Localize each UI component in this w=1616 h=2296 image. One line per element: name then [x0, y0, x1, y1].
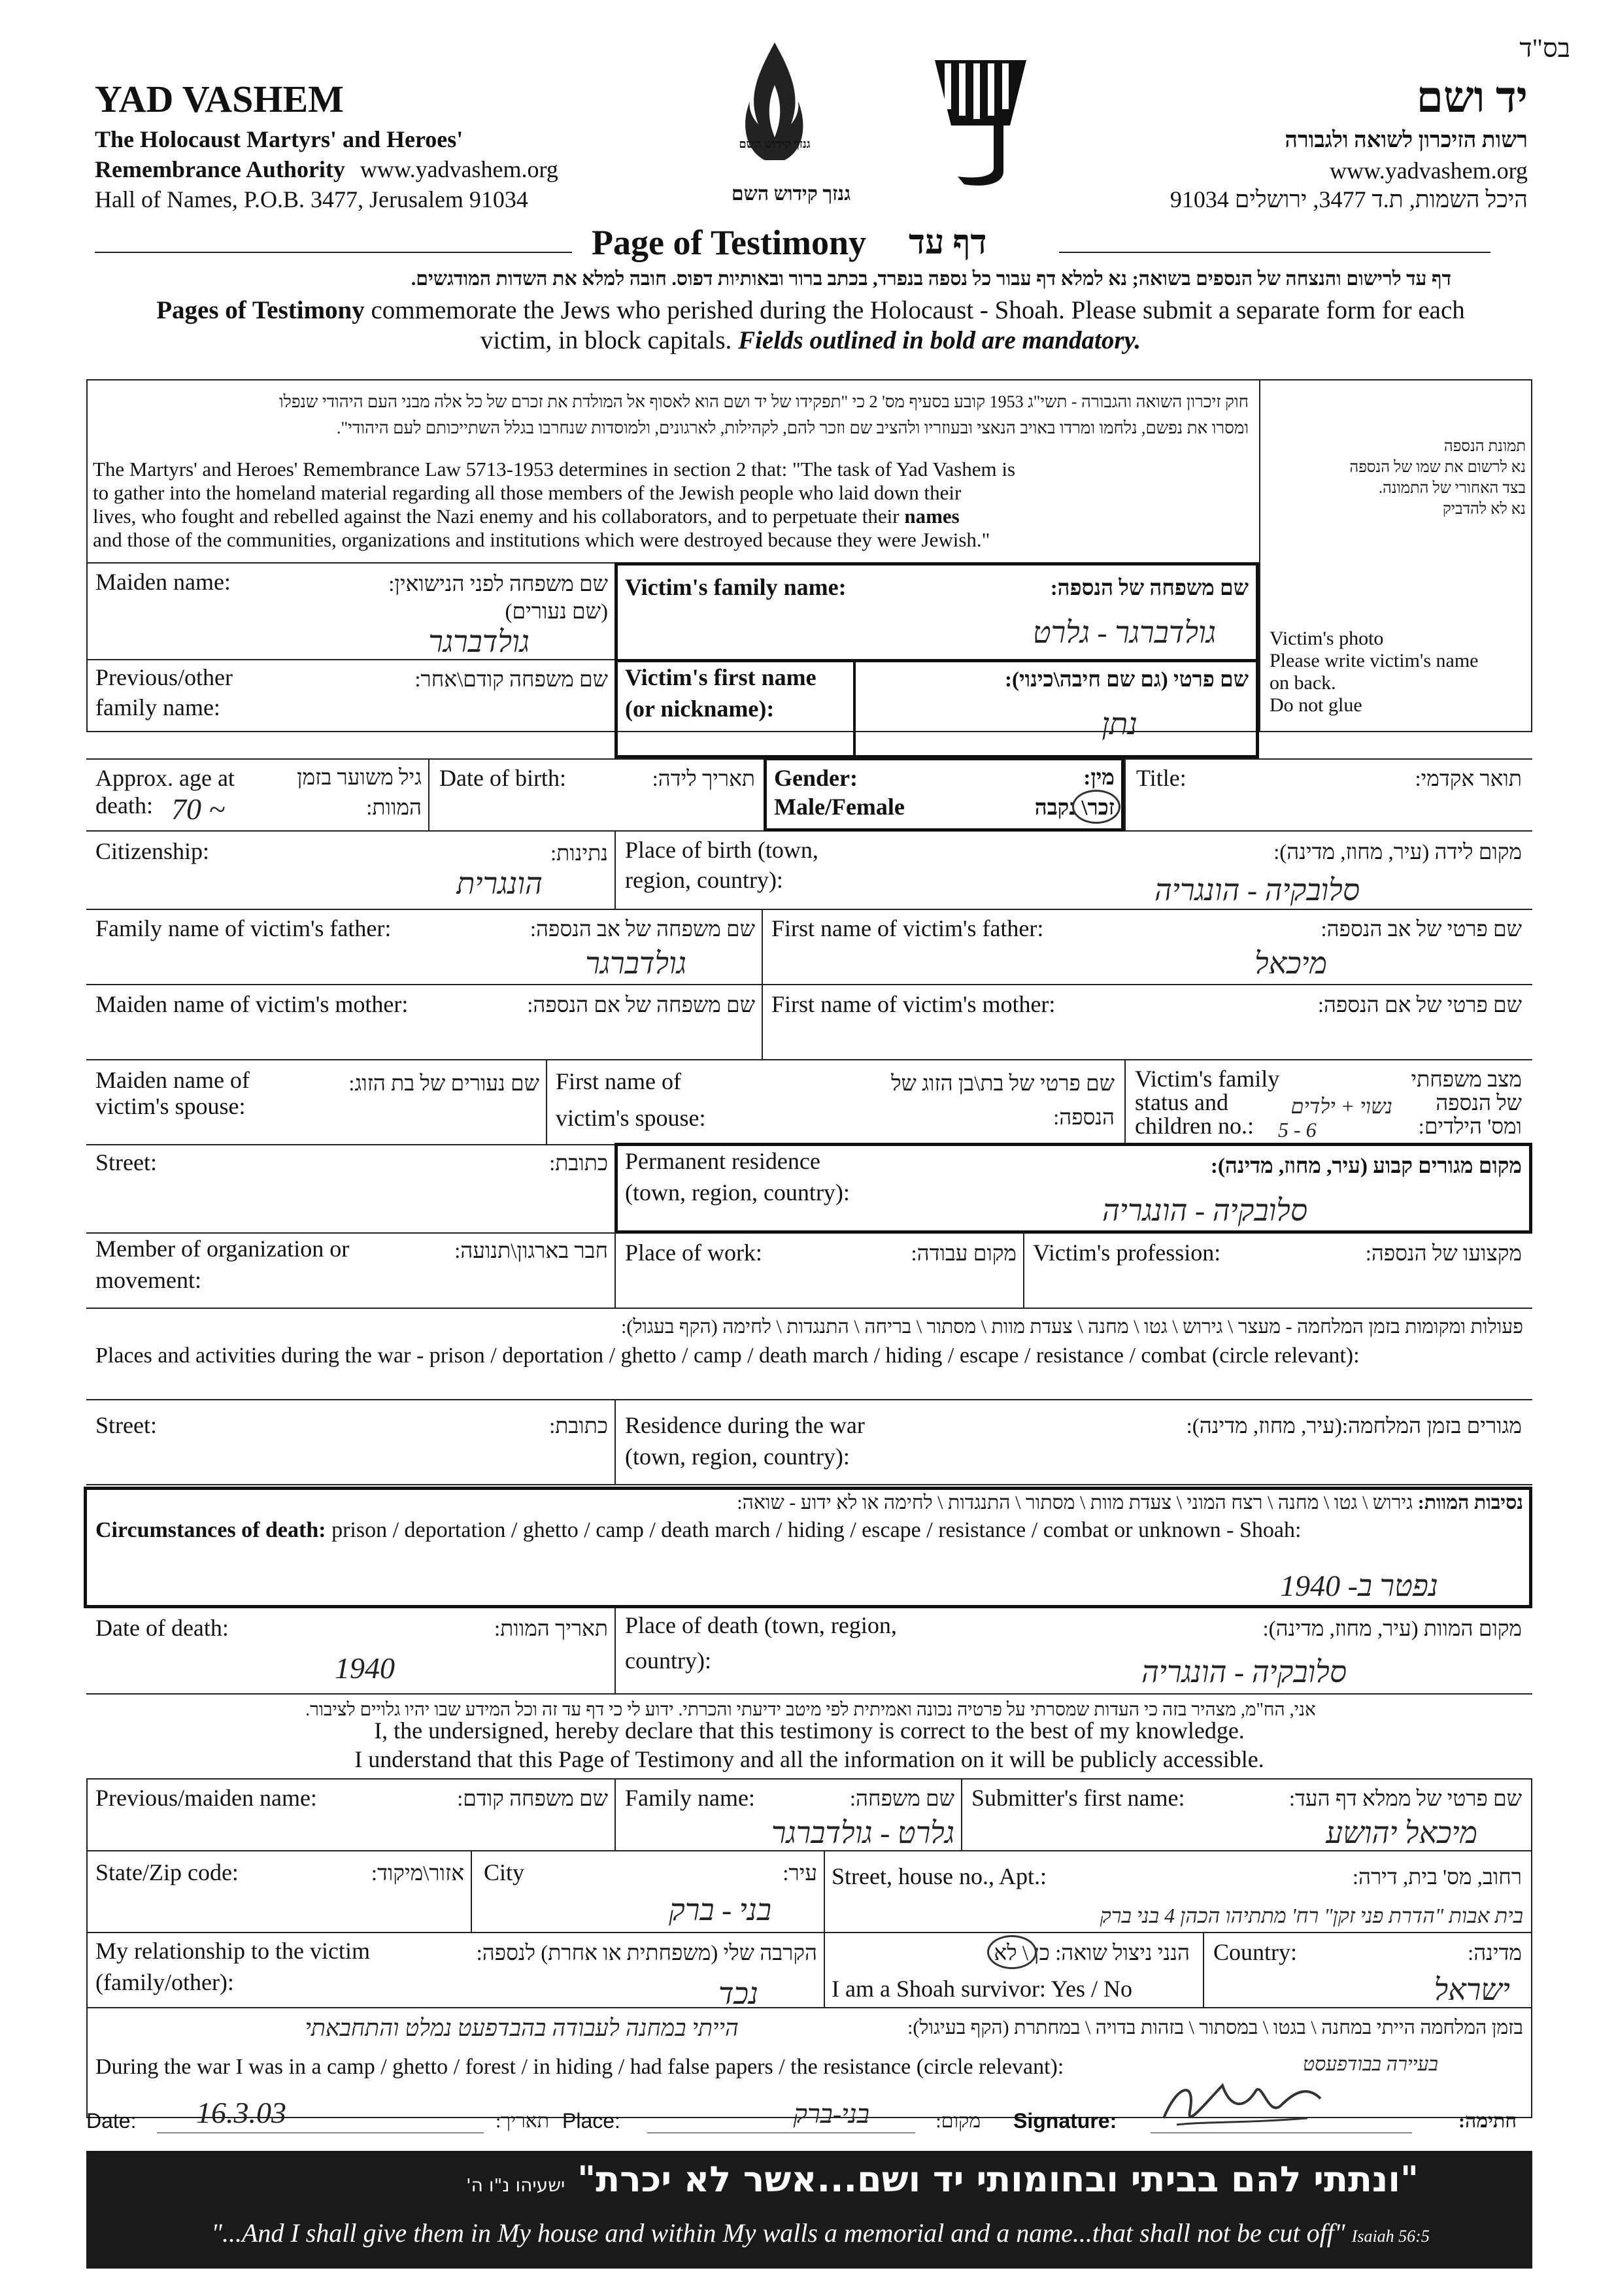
date-value[interactable]: 16.3.03 — [196, 2096, 286, 2129]
law-en-4: and those of the communities, organizations and institutions which were destroyed because they were Jewish." — [93, 528, 990, 551]
perm-residence-label-2: (town, region, country): — [625, 1179, 850, 1206]
work-label: Place of work: — [625, 1240, 762, 1266]
dod-value[interactable]: 1940 — [335, 1651, 395, 1685]
law-he-1: חוק זיכרון השואה והגבורה - תשי"ג 1953 קובע בסעיף מס' 2 כי "תפקידו של יד ושם הוא לאסוף אל המולדת את זכרם של כל אלה מבני העם היהודי שנפלו — [279, 392, 1249, 411]
dob-label: Date of birth: — [439, 765, 566, 791]
bsd-mark: בס"ד — [1519, 33, 1570, 63]
photo-he-4: נא לא להדביק — [1442, 501, 1526, 518]
submitter-prev-label: Previous/maiden name: — [95, 1785, 317, 1811]
pob-label-he: מקום לידה (עיר, מחוז, מדינה): — [1273, 841, 1522, 864]
pod-label-2: country): — [625, 1647, 711, 1674]
law-en-3 — [93, 505, 960, 528]
circumstances-en-text: prison / deportation / ghetto / camp / death march / hiding / escape / resistance / combat or unknown - Shoah: — [331, 1518, 1302, 1542]
survivor-yes-circle[interactable] — [987, 1935, 1037, 1969]
circumstances-en-bold: Circumstances of death: — [95, 1518, 332, 1542]
age-value[interactable]: 70 ~ — [171, 792, 226, 826]
children-value[interactable]: 5 - 6 — [1278, 1118, 1317, 1141]
declaration-en-2: I understand that this Page of Testimony and all the information on it will be publicly accessible. — [354, 1746, 1264, 1772]
website-he: www.yadvashem.org — [1330, 158, 1528, 184]
quote-en — [118, 2218, 1523, 2248]
father-family-label: Family name of victim's father: — [95, 915, 392, 941]
places-label-he: פעולות ומקומות בזמן המלחמה - מעצר \ גירוש \ גטו \ מחנה \ צעדת מוות \ מסתור \ בריחה \ התנגדות \ לחימה (הקף בעגול): — [621, 1316, 1523, 1338]
rule-cit-bottom — [86, 909, 1532, 910]
dob-label-he: תאריך לידה: — [652, 768, 755, 791]
submitter-street-label: Street, house no., Apt.: — [832, 1863, 1047, 1889]
previous-family-name-label-2: family name: — [95, 694, 220, 720]
submitter-street-label-he: רחוב, מס' בית, דירה: — [1352, 1866, 1522, 1889]
camp-value-2[interactable]: בעיירה בבודפעסט — [1303, 2053, 1438, 2075]
pob-value[interactable]: סלובקיה - הונגריה — [1154, 873, 1360, 907]
spouse-maiden-label-he: שם נעורים של בת הזוג: — [348, 1072, 539, 1096]
mother-maiden-label: Maiden name of victim's mother: — [95, 991, 409, 1017]
victim-family-name-label: Victim's family name: — [625, 574, 847, 600]
quote-he-text: "ונתתי להם בביתי ובחומותי יד ושם...אשר לא יכרת" — [577, 2159, 1419, 2200]
father-first-label-he: שם פרטי של אב הנספה: — [1321, 918, 1522, 941]
status-label-2: status and — [1135, 1089, 1228, 1115]
profession-label-he: מקצועו של הנספה: — [1365, 1242, 1522, 1266]
perm-residence-label-he: מקום מגורים קבוע (עיר, מחוז, מדינה): — [1210, 1155, 1522, 1178]
status-label-he-1: מצב משפחתי — [1411, 1068, 1522, 1092]
law-en-2: to gather into the homeland material regarding all those members of the Jewish people who laid down their — [93, 481, 962, 504]
status-value[interactable]: נשוי + ילדים — [1290, 1094, 1392, 1118]
circumstances-label-he — [98, 1492, 1523, 1514]
citizenship-label-he: נתינות: — [550, 842, 608, 866]
spouse-maiden-label-2: victim's spouse: — [95, 1093, 246, 1119]
pod-label-he: מקום המוות (עיר, מחוז, מדינה): — [1262, 1617, 1522, 1641]
signature-label-he: חתימה: — [1458, 2110, 1517, 2132]
emblem-inner-text: גנזך קידוש השם — [739, 137, 811, 150]
rule-age-div1 — [428, 758, 429, 830]
gender-label-2: Male/Female — [774, 794, 905, 820]
war-residence-label-1: Residence during the war — [625, 1412, 865, 1438]
pob-label-2: region, country): — [625, 867, 783, 893]
intro-en-text2: victim, in block capitals. — [480, 326, 739, 354]
date-label: Date: — [86, 2109, 137, 2133]
victim-family-name-value[interactable]: גולדברגר - גלרט — [1032, 616, 1216, 649]
rule-death-bottom — [86, 1693, 1532, 1695]
place-value[interactable]: בני-ברק — [793, 2099, 869, 2129]
victim-first-name-label-1: Victim's first name — [625, 664, 816, 690]
work-label-he: מקום עבודה: — [911, 1242, 1017, 1266]
rule-death-div — [614, 1608, 616, 1693]
victim-first-name-label-he: שם פרטי (גם שם חיבה\כינוי): — [1005, 668, 1249, 692]
status-label-he-2: של הנספה — [1436, 1092, 1522, 1115]
rule-spouse-div1 — [546, 1059, 547, 1144]
status-label-he-3: ומס' הילדים: — [1418, 1115, 1522, 1139]
spouse-first-label-he-2: הנספה: — [1053, 1106, 1115, 1130]
gender-male-circle[interactable] — [1072, 790, 1120, 824]
intro-en-bold: Pages of Testimony — [156, 296, 365, 324]
victim-first-name-value[interactable]: נתן — [1102, 707, 1137, 741]
father-family-label-he: שם משפחה של אב הנספה: — [530, 918, 755, 941]
father-family-value[interactable]: גולדברגר — [585, 947, 686, 980]
circumstances-label — [95, 1518, 1301, 1543]
submitter-street-value[interactable]: בית אבות "הדרת פני זקן" רח' מתתיהו הכהן 4 בני ברק — [1100, 1904, 1523, 1927]
quote-en-source: Isaiah 56:5 — [1351, 2227, 1430, 2246]
dod-label-he: תאריך המוות: — [494, 1617, 608, 1641]
quote-he-source: ישעיהו נ"ו ה' — [465, 2174, 565, 2196]
spouse-first-label-2: victim's spouse: — [556, 1105, 706, 1131]
date-label-he: תאריך: — [496, 2110, 549, 2132]
submitter-family-label: Family name: — [625, 1785, 755, 1811]
declaration-en-1: I, the undersigned, hereby declare that this testimony is correct to the best of my knowledge. — [374, 1717, 1245, 1744]
submitter-first-label-he: שם פרטי של ממלא דף העד: — [1288, 1787, 1522, 1811]
member-label-2: movement: — [95, 1267, 201, 1293]
country-label: Country: — [1213, 1939, 1298, 1965]
age-label-he-1: גיל משוער בזמן — [297, 766, 422, 790]
intro-en-mandatory: Fields outlined in bold are mandatory. — [738, 326, 1141, 354]
submitter-first-label: Submitter's first name: — [971, 1785, 1185, 1811]
city-value[interactable]: בני - ברק — [669, 1893, 771, 1927]
rule-sub1-div2 — [961, 1778, 962, 1850]
maiden-name-label-he: שם משפחה לפני הנישואין: — [388, 573, 608, 596]
survivor-label: I am a Shoah survivor: Yes / No — [832, 1976, 1132, 2002]
intro-en-line1 — [105, 295, 1517, 325]
photo-en-3: on back. — [1270, 672, 1336, 694]
photo-he-1: תמונת הנספה — [1443, 438, 1526, 455]
zip-label-he: אזור\מיקוד: — [371, 1862, 464, 1885]
page-title-he: דף עד — [909, 224, 987, 262]
gender-label-he-2: זכר\ נקבה — [1034, 796, 1115, 820]
camp-label: During the war I was in a camp / ghetto / forest / in hiding / had false papers / the resistance (circle relevant): — [95, 2055, 1064, 2079]
photo-he-2: נא לרשום את שמו של הנספה — [1349, 459, 1526, 476]
gender-label-he-1: מין: — [1083, 766, 1115, 790]
rule-sub3-div — [1203, 1932, 1204, 2007]
org-sub-he: רשות הזיכרון לשואה ולגבורה — [1285, 128, 1528, 152]
submitter-first-value[interactable]: מיכאל יהושע — [1326, 1816, 1477, 1849]
war-street-label-he: כתובת: — [549, 1415, 608, 1438]
law-en-3-text: lives, who fought and rebelled against the Nazi enemy and his collaborators, and to perpetuate their — [93, 505, 905, 528]
signature-scribble-icon[interactable] — [1151, 2059, 1347, 2138]
emblem-caption: גנזך קידוש השם — [731, 183, 851, 205]
photo-en-2: Please write victim's name — [1270, 650, 1479, 671]
circumstances-he-bold: נסיבות המוות: — [1413, 1492, 1523, 1513]
photo-he-3: בצד האחורי של התמונה. — [1379, 480, 1526, 497]
victim-first-name-label-2: (or nickname): — [625, 696, 775, 722]
zip-label: State/Zip code: — [95, 1859, 239, 1885]
maiden-name-label: Maiden name: — [95, 569, 231, 595]
title-rule-left — [95, 252, 572, 253]
relationship-label-he: הקרבה שלי (משפחתית או אחרת) לנספה: — [476, 1942, 817, 1965]
relationship-label-2: (family/other): — [95, 1969, 234, 1995]
address-en: Hall of Names, P.O.B. 3477, Jerusalem 91034 — [95, 186, 528, 212]
rule-member-div2 — [1023, 1232, 1024, 1308]
quote-en-text: "...And I shall give them in My house and within My walls a memorial and a name...that shall not be cut off" — [211, 2218, 1345, 2248]
org-sub2-en-text: Remembrance Authority — [95, 156, 345, 182]
age-label-1: Approx. age at — [95, 765, 235, 791]
org-sub1-en: The Holocaust Martyrs' and Heroes' — [95, 126, 463, 152]
submitter-family-value[interactable]: גלרט - גולדברגר — [771, 1816, 954, 1849]
rule-warres-bottom — [86, 1484, 1532, 1485]
country-label-he: מדינה: — [1468, 1942, 1522, 1965]
relationship-value[interactable]: נכד — [718, 1977, 758, 2010]
war-residence-label-he: מגורים בזמן המלחמה:(עיר, מחוז, מדינה): — [1186, 1415, 1522, 1438]
mother-maiden-label-he: שם משפחה של אם הנספה: — [527, 994, 755, 1017]
city-label-he: עיר: — [783, 1862, 817, 1885]
victim-family-name-label-he: שם משפחה של הנספה: — [1050, 577, 1249, 600]
rule-sub2-div2 — [824, 1850, 825, 2007]
website-en: www.yadvashem.org — [360, 156, 558, 182]
war-street-label: Street: — [95, 1412, 157, 1438]
title-label: Title: — [1136, 765, 1187, 791]
city-label: City — [484, 1859, 525, 1885]
photo-en-4: Do not glue — [1270, 694, 1362, 716]
flame-emblem-icon — [735, 39, 814, 183]
spouse-maiden-label-1: Maiden name of — [95, 1067, 250, 1093]
country-value[interactable]: ישראל — [1434, 1973, 1510, 2006]
citizenship-value[interactable]: הונגרית — [456, 867, 543, 900]
perm-residence-value[interactable]: סלובקיה - הונגריה — [1102, 1194, 1307, 1227]
rule-member-div1 — [614, 1232, 616, 1308]
camp-label-he: בזמן המלחמה הייתי במחנה \ בגטו \ במסתור \ בזהות בדויה \ במחתרת (הקף בעיגול): — [907, 2017, 1523, 2038]
citizenship-label: Citizenship: — [95, 838, 209, 864]
war-residence-label-2: (town, region, country): — [625, 1443, 850, 1470]
law-en-3-names: names — [904, 505, 960, 528]
mother-first-label: First name of victim's mother: — [771, 991, 1056, 1017]
status-label-3: children no.: — [1135, 1113, 1254, 1139]
maiden-name-label-he2: (שם נעורים) — [505, 600, 608, 624]
camp-value[interactable]: הייתי במחנה לעבודה בהבדפעט נמלט והתחבאתי — [305, 2015, 739, 2041]
father-first-label: First name of victim's father: — [771, 915, 1044, 941]
org-name-he: יד ושם — [1416, 74, 1528, 122]
rule-places-bottom — [86, 1399, 1532, 1400]
rule-father-div — [762, 909, 763, 1059]
law-he-2: ומסרו את נפשם, נלחמו ומרדו באויב הנאצי ובעוזריו ולהציב שם וזכר להם, לקהילות, לארגונים, ולמוסדות שנחרבו בגלל השתייכותם לעם היהודי". — [336, 418, 1249, 437]
pod-label-1: Place of death (town, region, — [625, 1612, 897, 1638]
submitter-family-label-he: שם משפחה: — [849, 1787, 954, 1811]
spouse-first-label-1: First name of — [556, 1068, 681, 1094]
declaration-he: אני, הח"מ, מצהיר בזה כי העדות שמסרתי על פרטיה נכונה ואמיתית לפי מיטב ידיעתי והכרתי. ידוע לי כי דף עד זה וכל המידע שבו יהיו גלויים לציבור. — [305, 1700, 1316, 1720]
signature-label: Signature: — [1013, 2109, 1117, 2133]
age-label-he-2: המוות: — [366, 796, 422, 820]
photo-en-1: Victim's photo — [1270, 628, 1384, 649]
law-photo-divider — [1259, 379, 1260, 732]
org-sub2-en — [95, 156, 558, 183]
rule-sub3-bottom — [86, 2007, 1532, 2008]
gender-label-1: Gender: — [774, 765, 858, 791]
circumstances-value[interactable]: נפטר ב- 1940 — [1280, 1569, 1438, 1602]
member-label-1: Member of organization or — [95, 1236, 350, 1262]
member-label-he: חבר בארגון\תנועה: — [454, 1240, 608, 1263]
spouse-first-label-he-1: שם פרטי של בת\בן הזוג של — [891, 1072, 1115, 1096]
yad-vashem-logo-icon — [932, 54, 1030, 191]
status-label-1: Victim's family — [1135, 1066, 1280, 1092]
profession-label: Victim's profession: — [1033, 1240, 1221, 1266]
relationship-label-1: My relationship to the victim — [95, 1938, 370, 1964]
maiden-name-value[interactable]: גולדברגר — [428, 625, 530, 658]
street-label: Street: — [95, 1149, 157, 1175]
rule-warres-div — [614, 1399, 616, 1484]
places-label: Places and activities during the war - prison / deportation / ghetto / camp / death march / hiding / escape / resistance / combat (circle relevant): — [95, 1343, 1360, 1368]
rule-member-bottom — [86, 1308, 1532, 1309]
rule-age-div3 — [1124, 758, 1126, 830]
intro-he: דף עד לרישום והנצחה של הנספים בשואה; נא למלא דף עבור כל נספה בנפרד, בכתב ברור ובאותיות דפוס. חובה למלא את השדות המודגשים. — [411, 268, 1451, 290]
rule-cit-div — [614, 830, 616, 909]
pod-value[interactable]: סלובקיה - הונגריה — [1141, 1655, 1347, 1689]
victim-first-div — [853, 659, 856, 758]
submitter-prev-label-he: שם משפחה קודם: — [457, 1787, 608, 1811]
perm-residence-label-1: Permanent residence — [625, 1148, 820, 1174]
title-label-he: תואר אקדמי: — [1415, 768, 1522, 791]
previous-family-name-label-he: שם משפחה קודם\אחר: — [414, 668, 608, 692]
mother-first-label-he: שם פרטי של אם הנספה: — [1317, 994, 1522, 1017]
law-en-1: The Martyrs' and Heroes' Remembrance Law 5713-1953 determines in section 2 that: "The task of Yad Vashem is — [93, 458, 1016, 481]
page-title: Page of Testimony — [592, 223, 867, 262]
rule-sub2-div1 — [471, 1850, 472, 1932]
place-label: Place: — [562, 2109, 620, 2133]
street-label-he: כתובת: — [549, 1152, 608, 1175]
age-label-2: death: — [95, 792, 153, 819]
rule-mother-bottom — [86, 1059, 1532, 1060]
rule-sub1-div1 — [614, 1778, 616, 1850]
rule-spouse-div2 — [1124, 1059, 1126, 1144]
title-rule-right — [1059, 252, 1490, 253]
intro-en-line2 — [105, 326, 1517, 355]
dod-label: Date of death: — [95, 1615, 229, 1641]
pob-label-1: Place of birth (town, — [625, 837, 818, 863]
survivor-label-he: הנני ניצול שואה: כן \ לא — [994, 1942, 1190, 1965]
intro-en-text1: commemorate the Jews who perished during the Holocaust - Shoah. Please submit a separate form for each — [364, 296, 1465, 324]
previous-family-name-label-1: Previous/other — [95, 664, 233, 690]
circumstances-he-text: גירוש \ גטו \ מחנה \ רצח המוני \ צעדת מוות \ מסתור \ התנגדות \ לחימה או לא ידוע - שואה: — [737, 1492, 1413, 1513]
rule-father-bottom — [86, 984, 1532, 985]
org-name-en: YAD VASHEM — [95, 78, 344, 120]
place-label-he: מקום: — [935, 2110, 981, 2132]
father-first-value[interactable]: מיכאל — [1254, 947, 1327, 980]
quote-he — [98, 2159, 1419, 2200]
address-he: היכל השמות, ת.ד 3477, ירושלים 91034 — [1170, 186, 1528, 212]
